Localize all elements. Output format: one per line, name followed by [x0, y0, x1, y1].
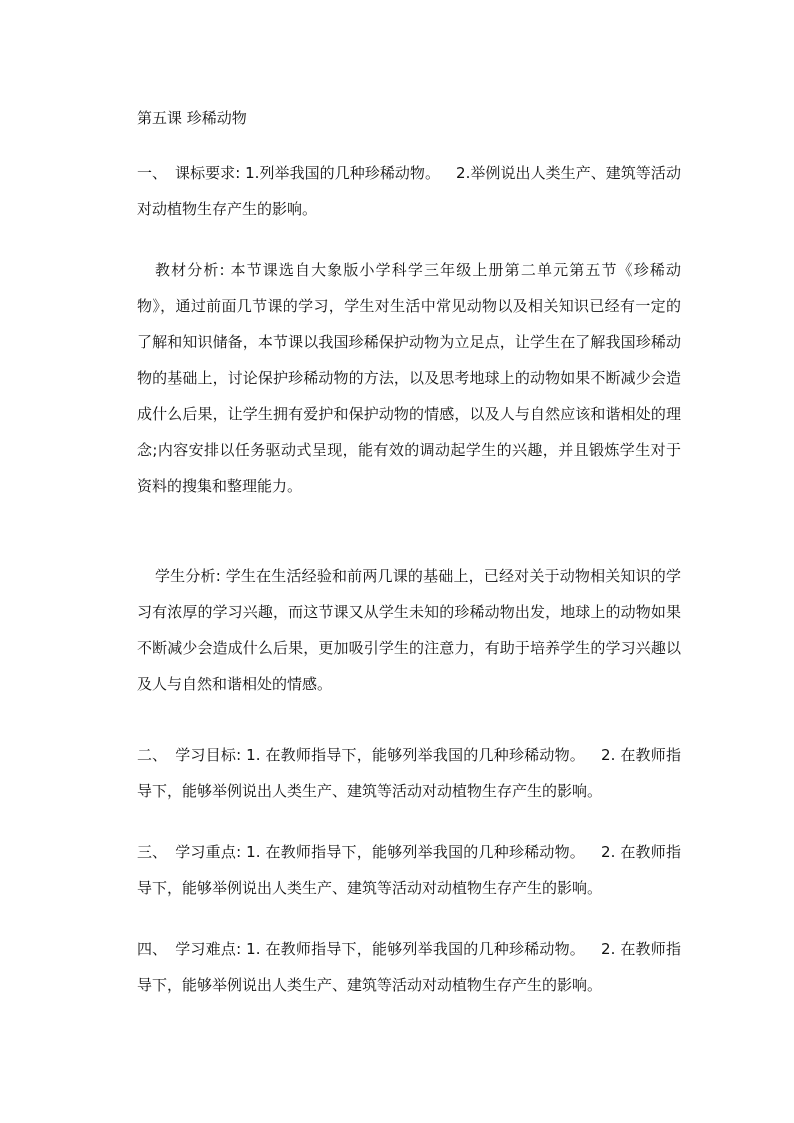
student-analysis-text: 学生在生活经验和前两几课的基础上，已经对关于动物相关知识的学习有浓厚的学习兴趣，而这节课又从学生未知的珍稀动物出发，地球上的动物如果不断减少会造成什么后果，更加吸引学生的注意力，有助于培养学生的学习兴趣以及人与自然和谐相处的情感。 — [137, 567, 681, 693]
student-analysis-label: 学生分析: — [155, 567, 221, 585]
lesson-title: 第五课 珍稀动物 — [137, 109, 247, 127]
student-analysis-paragraph — [137, 558, 681, 702]
difficulty-2: 2. 在教师指导下，能够举例说出人类生产、建筑等活动对动植物生存产生的影响。 — [137, 940, 681, 994]
section-number: 四、 — [137, 940, 168, 958]
learning-objectives-paragraph — [137, 737, 681, 809]
section-key-points — [137, 834, 681, 906]
requirement-1: 1.列举我国的几种珍稀动物。 — [245, 164, 441, 182]
section-number: 三、 — [137, 843, 168, 861]
section-curriculum-requirements — [137, 155, 681, 227]
section-learning-objectives — [137, 737, 681, 809]
section-label: 学习重点: — [175, 843, 242, 861]
section-textbook-analysis — [137, 252, 681, 504]
objective-1: 1. 在教师指导下，能够列举我国的几种珍稀动物。 — [246, 746, 586, 764]
section-difficulties — [137, 931, 681, 1003]
difficulties-paragraph — [137, 931, 681, 1003]
section-label: 学习难点: — [175, 940, 242, 958]
section-label: 课标要求: — [175, 164, 241, 182]
section-student-analysis — [137, 558, 681, 702]
key-points-paragraph — [137, 834, 681, 906]
curriculum-requirements-paragraph — [137, 155, 681, 227]
difficulty-1: 1. 在教师指导下，能够列举我国的几种珍稀动物。 — [246, 940, 586, 958]
key-point-2: 2. 在教师指导下，能够举例说出人类生产、建筑等活动对动植物生存产生的影响。 — [137, 843, 681, 897]
section-number: 一、 — [137, 164, 168, 182]
section-label: 学习目标: — [175, 746, 242, 764]
requirement-2: 2.举例说出人类生产、建筑等活动对动植物生存产生的影响。 — [137, 164, 681, 218]
textbook-analysis-text: 本节课选自大象版小学科学三年级上册第二单元第五节《珍稀动物》，通过前面几节课的学习，学生对生活中常见动物以及相关知识已经有一定的了解和知识储备，本节课以我国珍稀保护动物为立足点，让学生在了解我国珍稀动物的基础上，讨论保护珍稀动物的方法，以及思考地球上的动物如果不断减少会造成什么后果，让学生拥有爱护和保护动物的情感，以及人与自然应该和谐相处的理念;内容安排以任务驱动式呈现，能有效的调动起学生的兴趣，并且锻炼学生对于资料的搜集和整理能力。 — [137, 261, 681, 495]
section-number: 二、 — [137, 746, 168, 764]
textbook-analysis-label: 教材分析: — [155, 261, 225, 279]
key-point-1: 1. 在教师指导下，能够列举我国的几种珍稀动物。 — [246, 843, 586, 861]
objective-2: 2. 在教师指导下，能够举例说出人类生产、建筑等活动对动植物生存产生的影响。 — [137, 746, 681, 800]
textbook-analysis-paragraph — [137, 252, 681, 504]
